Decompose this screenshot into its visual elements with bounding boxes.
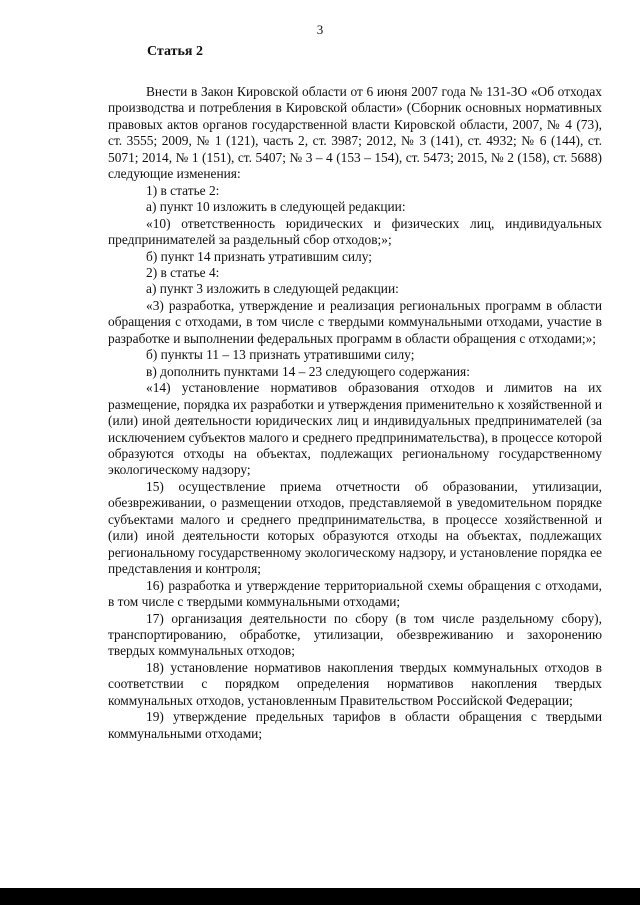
quoted-clause: 19) утверждение предельных тарифов в области обращения с твердыми коммунальными отходами; (108, 709, 602, 741)
amendment-subitem: б) пункт 14 признать утратившим силу; (146, 248, 372, 264)
amendment-subitem: а) пункт 3 изложить в следующей редакции: (146, 281, 399, 297)
amendment-subitem: в) дополнить пунктами 14 – 23 следующего содержания: (146, 363, 470, 379)
article-heading: Статья 2 (147, 44, 203, 59)
page-number: 3 (316, 22, 324, 37)
quoted-clause: «10) ответственность юридических и физических лиц, индивидуальных предпринимателей за раздельный сбор отходов;»; (108, 215, 602, 248)
quoted-clause: 16) разработка и утверждение территориальной схемы обращения с отходами, в том числе с твердыми коммунальными отходами; (108, 577, 602, 610)
quoted-clause: 17) организация деятельности по сбору (в том числе раздельному сбору), транспортированию, обработке, утилизации, обезвреживанию и захоронению твердых коммунальных отходов; (108, 610, 602, 659)
article-body (108, 84, 602, 742)
quoted-clause: «3) разработка, утверждение и реализация региональных программ в области обращения с отходами, в том числе с твердыми коммунальными отходами, участие в разработке и выполнении федеральных программ в области обращения с отходами;»; (108, 297, 602, 346)
amendment-item: 2) в статье 4: (146, 264, 220, 280)
scan-edge-bar (0, 888, 640, 905)
quoted-clause: 18) установление нормативов накопления твердых коммунальных отходов в соответствии с порядком определения нормативов накопления твердых коммунальных отходов, установленным Правительством Российской Федерации; (108, 659, 602, 708)
quoted-clause: 15) осуществление приема отчетности об образовании, утилизации, обезвреживании, о размещении отходов, представляемой в уведомительном порядке субъектами малого и среднего предпринимательства, в процессе хозяйственной и (или) иной деятельности которых образуются отходы на объектах, подлежащих региональному государственному экологическому надзору, и установление порядка ее представления и контроля; (108, 478, 602, 577)
quoted-clause: «14) установление нормативов образования отходов и лимитов на их размещение, порядка их разработки и утверждения применительно к хозяйственной и (или) иной деятельности юридических лиц и индивидуальных предпринимателей (за исключением субъектов малого и среднего предпринимательства), в процессе которой образуются отходы на объектах, подлежащих региональному государственному экологическому надзору; (108, 380, 602, 478)
amendment-subitem: а) пункт 10 изложить в следующей редакции: (146, 199, 406, 215)
amendment-item: 1) в статье 2: (146, 182, 220, 198)
amendment-subitem: б) пункты 11 – 13 признать утратившими силу; (146, 347, 415, 363)
intro-paragraph: Внести в Закон Кировской области от 6 июня 2007 года № 131-ЗО «Об отходах производства и потребления в Кировской области» (Сборник основных нормативных правовых актов органов государственной власти Кировской области, 2007, № 4 (73), ст. 3555; 2009, № 1 (121), часть 2, ст. 3987; 2012, № 3 (141), ст. 4932; № 6 (144), ст. 5071; 2014, № 1 (151), ст. 5407; № 3 – 4 (153 – 154), ст. 5473; 2015, № 2 (158), ст. 5688) следующие изменения: (108, 84, 602, 182)
